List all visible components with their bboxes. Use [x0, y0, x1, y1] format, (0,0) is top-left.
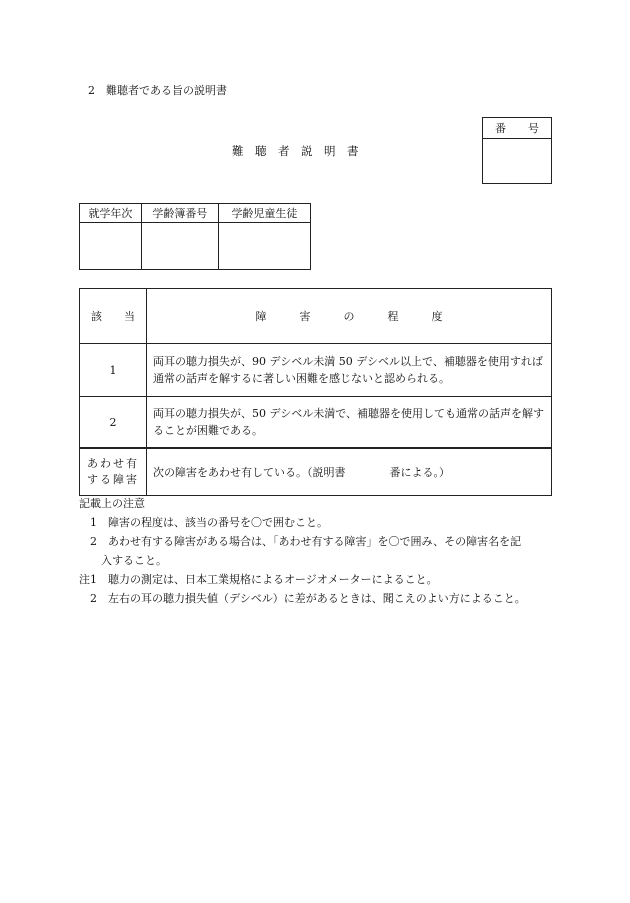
table-row	[80, 448, 552, 496]
table-row	[80, 397, 552, 449]
table-row	[80, 344, 552, 397]
notes-title: 記載上の注意	[79, 497, 145, 510]
header-applicable: 該 当	[80, 289, 147, 344]
note-item: 1 障害の程度は、該当の番号を〇で囲むこと。	[79, 516, 328, 529]
number-box-header: 番 号	[483, 118, 552, 139]
category-table	[79, 203, 311, 270]
cell-grade[interactable]	[80, 223, 142, 270]
cell-school-age-student[interactable]	[218, 223, 310, 270]
row-number[interactable]: 2	[80, 397, 147, 449]
row-description: 両耳の聴力損失が、50 デシベル未満で、補聴器を使用しても通常の話声を解することが困難である。	[147, 397, 552, 449]
document-title: 難 聴 者 説 明 書	[232, 144, 359, 158]
number-box-cell[interactable]	[483, 139, 552, 184]
section-heading: 2 難聴者である旨の説明書	[88, 84, 227, 97]
number-box	[482, 117, 552, 184]
row-number[interactable]: 1	[80, 344, 147, 397]
notes-section	[79, 494, 526, 608]
concurrent-disability-label[interactable]	[80, 448, 147, 496]
cell-register-number[interactable]	[141, 223, 218, 270]
concurrent-disability-description: 次の障害をあわせ有している。（説明書 番による。）	[147, 448, 552, 496]
header-grade: 就学年次	[80, 204, 142, 223]
header-degree: 障 害 の 程 度	[147, 289, 552, 344]
concurrent-label-line-2: する障害	[87, 473, 139, 486]
note-item: 注1 聴力の測定は、日本工業規格によるオージオメーターによること。	[79, 573, 438, 586]
note-item: 2 あわせ有する障害がある場合は、「あわせ有する障害」を〇で囲み、その障害名を記	[79, 535, 522, 548]
concurrent-label-line-1: あわせ有	[87, 457, 139, 470]
header-school-age-student: 学齢児童生徒	[218, 204, 310, 223]
disability-table	[79, 288, 552, 496]
header-register-number: 学齢簿番号	[141, 204, 218, 223]
row-description: 両耳の聴力損失が、90 デシベル未満 50 デシベル以上で、補聴器を使用すれば通常の話声を解するに著しい困難を感じないと認められる。	[147, 344, 552, 397]
note-item: 2 左右の耳の聴力損失値（デシベル）に差があるときは、聞こえのよい方によること。	[79, 592, 526, 605]
note-item: 入すること。	[79, 554, 167, 567]
